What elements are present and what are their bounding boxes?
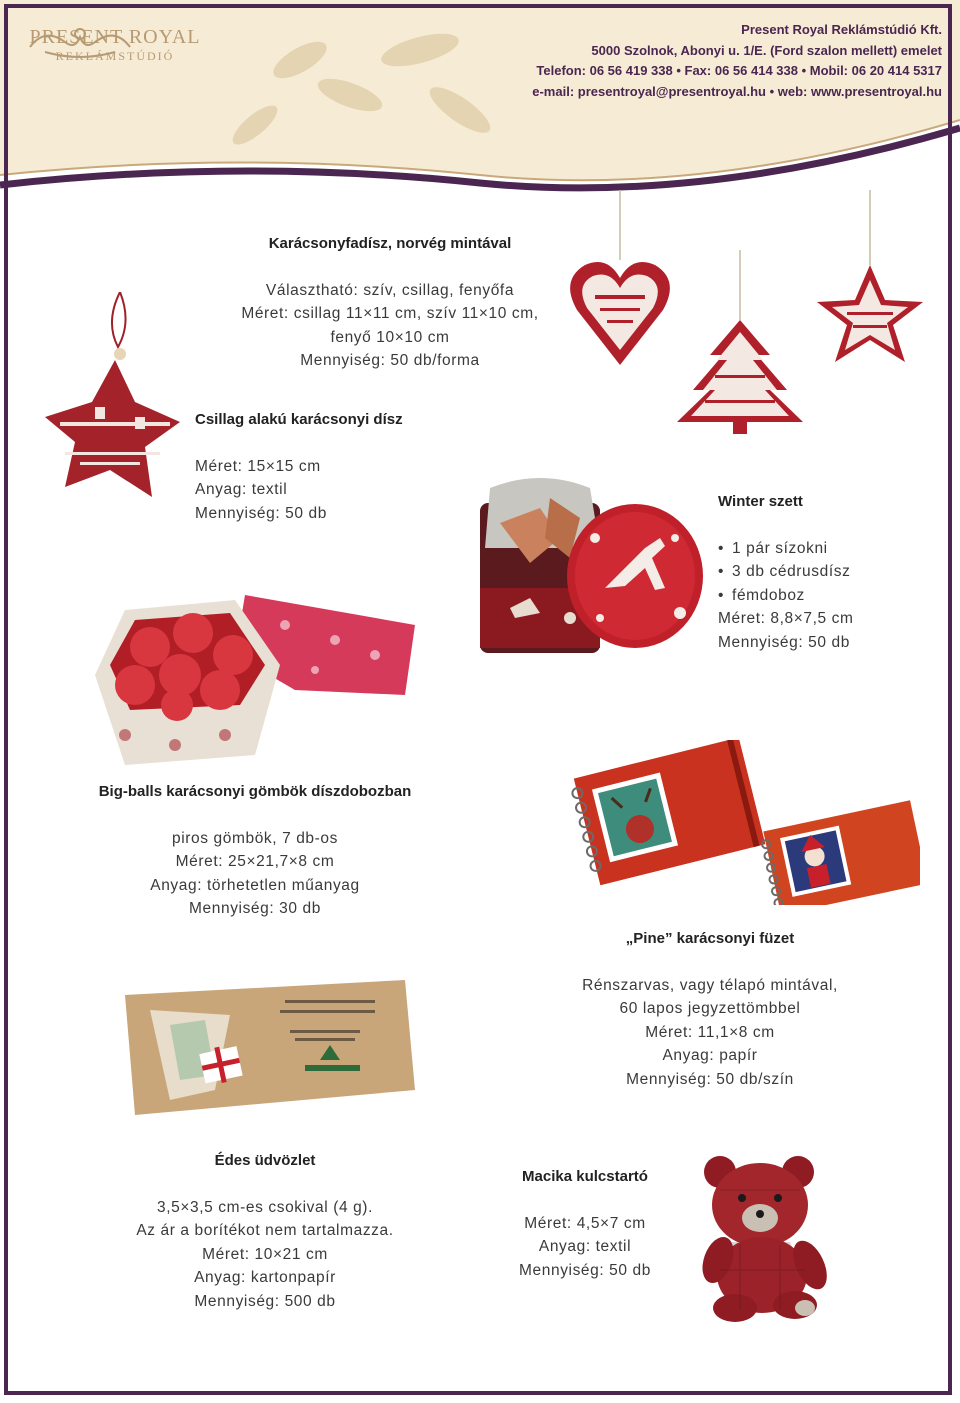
product-line: Mennyiség: 50 db bbox=[718, 633, 850, 651]
product-line: piros gömbök, 7 db-os bbox=[172, 829, 338, 847]
product-line: Mennyiség: 50 db/szín bbox=[626, 1070, 794, 1088]
product-title: Édes üdvözlet bbox=[214, 1152, 316, 1169]
product-line: Az ár a borítékot nem tartalmazza. bbox=[136, 1222, 394, 1239]
list-item: • 3 db cédrusdísz bbox=[718, 560, 948, 584]
product-title: Big-balls karácsonyi gömbök díszdobozban bbox=[98, 783, 412, 800]
product-line: Méret: csillag 11×11 cm, szív 11×10 cm, bbox=[241, 305, 539, 322]
product-line: Rénszarvas, vagy télapó mintával, bbox=[582, 976, 838, 994]
product-title: Winter szett bbox=[718, 493, 803, 510]
list-item: • 1 pár sízokni bbox=[718, 537, 948, 561]
product-line: Anyag: papír bbox=[662, 1047, 758, 1064]
product-line: Mennyiség: 50 db/forma bbox=[300, 352, 480, 369]
product-title: Macika kulcstartó bbox=[522, 1168, 648, 1185]
product-line: Mennyiség: 50 db bbox=[195, 504, 327, 522]
product-line: Anyag: kartonpapír bbox=[194, 1269, 336, 1286]
product-line: fenyő 10×10 cm bbox=[330, 328, 450, 346]
company-address: 5000 Szolnok, Abonyi u. 1/E. (Ford szalon mellett) emelet bbox=[591, 42, 942, 58]
product-line: Méret: 4,5×7 cm bbox=[524, 1214, 646, 1232]
company-contacts: e-mail: presentroyal@presentroyal.hu • web: www.presentroyal.hu bbox=[532, 83, 942, 99]
page-border bbox=[4, 4, 952, 1395]
logo-subtitle: REKLÁMSTÚDIÓ bbox=[55, 49, 175, 63]
product-line: Méret: 15×15 cm bbox=[195, 457, 321, 475]
product-title: Karácsonyfadísz, norvég mintával bbox=[268, 235, 512, 252]
product-line: Választható: szív, csillag, fenyőfa bbox=[265, 281, 515, 299]
list-item: • fémdoboz bbox=[718, 584, 948, 608]
product-line: 60 lapos jegyzettömbbel bbox=[619, 1000, 801, 1017]
product-line: Méret: 8,8×7,5 cm bbox=[718, 610, 854, 627]
product-line: 3,5×3,5 cm-es csokival (4 g). bbox=[157, 1198, 373, 1216]
product-title: „Pine” karácsonyi füzet bbox=[625, 930, 795, 947]
product-line: Anyag: textil bbox=[538, 1238, 632, 1255]
company-name: Present Royal Reklámstúdió Kft. bbox=[741, 22, 942, 37]
product-line: Mennyiség: 500 db bbox=[194, 1292, 336, 1310]
company-phones: Telefon: 06 56 419 338 • Fax: 06 56 414 338 • Mobil: 06 20 414 5317 bbox=[536, 63, 942, 78]
logo-name: PRESENT ROYAL bbox=[29, 26, 201, 48]
product-line: Méret: 25×21,7×8 cm bbox=[175, 853, 335, 870]
product-line: Mennyiség: 30 db bbox=[189, 900, 321, 917]
product-line: Anyag: törhetetlen műanyag bbox=[150, 876, 360, 894]
product-line: Méret: 10×21 cm bbox=[202, 1245, 328, 1263]
product-line: Méret: 11,1×8 cm bbox=[645, 1023, 775, 1041]
product-title: Csillag alakú karácsonyi dísz bbox=[195, 411, 403, 428]
product-line: Anyag: textil bbox=[195, 481, 288, 498]
product-line: Mennyiség: 50 db bbox=[519, 1261, 651, 1279]
